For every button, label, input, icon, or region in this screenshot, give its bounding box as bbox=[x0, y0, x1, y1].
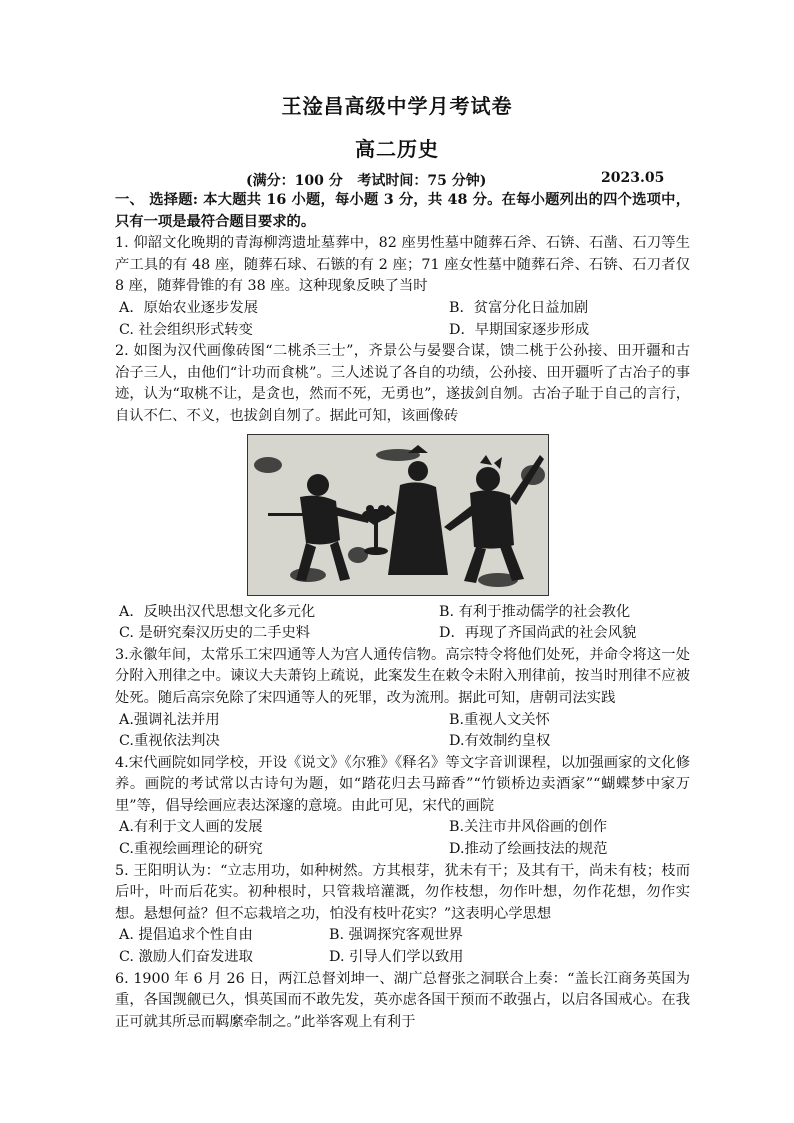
option-d: D．早期国家逐步形成 bbox=[449, 321, 590, 338]
option-a: A.有利于文人画的发展 bbox=[119, 819, 263, 836]
question-2-options bbox=[115, 602, 690, 645]
school-title: 王淦昌高级中学月考试卷 bbox=[281, 94, 513, 118]
question-5-stem: 5. 王阳明认为：“立志用功，如种树然。方其根芽，犹未有干；及其有干，尚未有枝；枝而后叶，叶而后花实。初种根时，只管栽培灌溉，勿作枝想，勿作叶想，勿作花想，勿作实想。悬想何益？但不忘栽培之功，怕没有枝叶花实？”这表明心学思想 bbox=[115, 862, 690, 922]
option-c: C. 是研究秦汉历史的二手史料 bbox=[119, 625, 311, 642]
question-5-options bbox=[115, 925, 690, 968]
question-1-options bbox=[115, 298, 690, 341]
option-b: B.关注市井风俗画的创作 bbox=[449, 819, 608, 836]
question-2-stem: 2. 如图为汉代画像砖图“二桃杀三士”，齐景公与晏婴合谋，馈二桃于公孙接、田开疆和古冶子三人，由他们“计功而食桃”。三人述说了各自的功绩，公孙接、田开疆听了古冶子的事迹，认为“取桃不让，是贪也，然而不死，无勇也”，遂拔剑自刎。古冶子耻于自己的言行，自认不仁、不义，也拔剑自刎了。据此可知，该画像砖 bbox=[115, 343, 690, 424]
exam-date: 2023.05 bbox=[601, 170, 665, 186]
option-a: A. 提倡追求个性自由 bbox=[119, 927, 253, 944]
option-b: B．贫富分化日益加剧 bbox=[449, 299, 589, 316]
han-brick-relief-image bbox=[247, 434, 549, 596]
option-d: D.有效制约皇权 bbox=[449, 733, 551, 750]
relief-illustration bbox=[248, 435, 548, 595]
option-c: C.重视绘画理论的研究 bbox=[119, 841, 263, 858]
subject-title: 高二历史 bbox=[355, 137, 439, 161]
exam-info: (满分：100 分 考试时间：75 分钟) bbox=[246, 173, 487, 189]
option-d: D.推动了绘画技法的规范 bbox=[449, 841, 608, 858]
option-c: C. 社会组织形式转变 bbox=[119, 321, 253, 338]
option-b: B. 有利于推动儒学的社会教化 bbox=[439, 603, 631, 620]
option-b: B.重视人文关怀 bbox=[449, 711, 550, 728]
option-c: C.重视依法判决 bbox=[119, 733, 220, 750]
option-a: A．原始农业逐步发展 bbox=[119, 299, 258, 316]
option-d: D．再现了齐国尚武的社会风貌 bbox=[439, 625, 637, 642]
question-6-stem: 6. 1900 年 6 月 26 日，两江总督刘坤一、湖广总督张之洞联合上奏：“盖长江商务英国为重，各国觊觎已久，惧英国而不敢先发，英亦虑各国干预而不敢强占，以启各国戒心。在我正可就其所忌而羁縻牵制之。”此举客观上有利于 bbox=[115, 970, 690, 1030]
question-3-stem: 3.永徽年间，太常乐工宋四通等人为宫人通传信物。高宗特令将他们处死，并命令将这一处分附入刑律之中。谏议大夫萧钧上疏说，此案发生在敕令未附入刑律前，按当时刑律不应被处死。随后高宗免除了宋四通等人的死罪，改为流刑。据此可知，唐朝司法实践 bbox=[115, 646, 690, 706]
question-3-options bbox=[115, 710, 690, 753]
option-b: B. 强调探究客观世界 bbox=[329, 927, 463, 944]
option-d: D. 引导人们学以致用 bbox=[329, 949, 464, 966]
exam-content bbox=[115, 190, 690, 1033]
question-1-stem: 1. 仰韶文化晚期的青海柳湾遗址墓葬中，82 座男性墓中随葬石斧、石锛、石凿、石刀等生产工具的有 48 座，随葬石球、石镞的有 2 座；71 座女性墓中随葬石斧、石锛、石刀者仅 8 座，随葬骨锥的有 38 座。这种现象反映了当时 bbox=[115, 235, 690, 295]
question-4-stem: 4.宋代画院如同学校，开设《说文》《尔雅》《释名》等文字音训课程，以加强画家的文化修养。画院的考试常以古诗句为题，如“踏花归去马蹄香”“竹锁桥边卖酒家”“蝴蝶梦中家万里”等，倡导绘画应表达深邃的意境。由此可见，宋代的画院 bbox=[115, 754, 690, 814]
question-4-options bbox=[115, 817, 690, 860]
option-a: A.强调礼法并用 bbox=[119, 711, 220, 728]
option-a: A．反映出汉代思想文化多元化 bbox=[119, 603, 316, 620]
option-c: C. 激励人们奋发进取 bbox=[119, 949, 253, 966]
section-heading: 一、 选择题: 本大题共 16 小题，每小题 3 分，共 48 分。在每小题列出的四个选项中，只有一项是最符合题目要求的。 bbox=[115, 192, 690, 230]
